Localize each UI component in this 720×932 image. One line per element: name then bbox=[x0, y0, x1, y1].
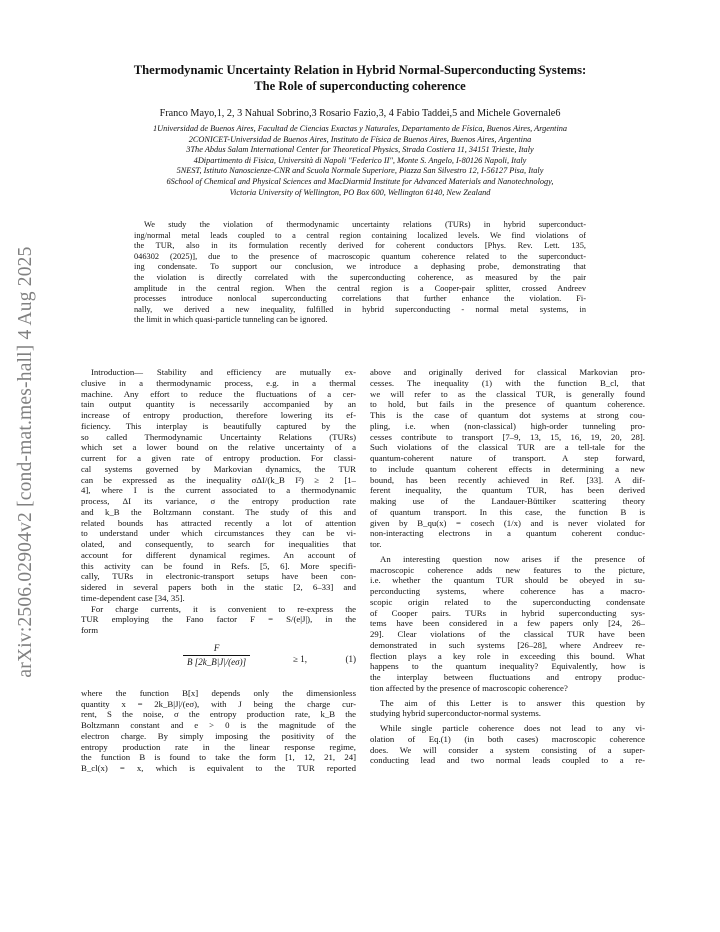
arxiv-identifier: arXiv:2506.02904v2 [cond-mat.mes-hall] 4 Aug 2025 bbox=[15, 246, 36, 678]
text-line: scopic origin related to the superconducting condensate bbox=[370, 596, 645, 607]
text-line: 29]. Clear violations of the classical TUR have been bbox=[370, 629, 645, 639]
equation-numerator: F bbox=[213, 642, 220, 653]
text-line: does. We will consider a system consisting of a super- bbox=[370, 744, 645, 755]
text-line: macroscopic coherence adds new features to the picture, bbox=[370, 564, 645, 575]
text-line: While single particle coherence does not lead to any vi- bbox=[380, 723, 645, 733]
text-line: account for different dynamical regimes. An account of bbox=[81, 549, 356, 560]
text-line: tor. bbox=[370, 539, 382, 549]
affiliation-line: Victoria University of Wellington, PO Box 600, Wellington 6140, New Zealand bbox=[229, 187, 491, 197]
fraction-bar bbox=[183, 655, 250, 656]
text-line: An interesting question now arises if the presence of bbox=[380, 553, 645, 564]
affiliation-line: 3The Abdus Salam International Center for Theoretical Physics, Strada Costiera 11, 34151 Trieste, Italy bbox=[186, 145, 534, 155]
text-line: flection plays a key role in exceeding this bound. What bbox=[370, 650, 645, 661]
equation-number: (1) bbox=[345, 653, 356, 664]
text-line: B_cl(x) = x, which is equivalent to the TUR reported bbox=[81, 763, 356, 773]
text-line: cesses. The inequality (1) with the function B_cl, that bbox=[370, 377, 645, 388]
text-line: ficiency. This interplay is beautifully captured by the bbox=[81, 420, 356, 431]
text-line: 046302 (2025)], due to the presence of macroscopic quantum coherence related to the superconduct- bbox=[134, 251, 586, 261]
left-column bbox=[81, 367, 356, 774]
text-line: electron charge. By simply imposing the positivity of the bbox=[81, 730, 356, 741]
text-line: ing/normal metal leads coupled to a central region containing localized levels. We find violations of bbox=[134, 230, 586, 240]
affiliation-line: 4Dipartimento di Fisica, Università di Napoli "Federico II", Monte S. Angelo, I-80126 Napoli, Italy bbox=[193, 155, 527, 165]
text-line: form bbox=[81, 625, 99, 635]
title-line-2: The Role of superconducting coherence bbox=[254, 78, 466, 93]
text-line: current for a given rate of entropy production. For classi- bbox=[81, 453, 356, 463]
text-line: the TUR, also in its formulation recently derived for coherent conductors [Phys. Rev. Lett. 135, bbox=[134, 241, 586, 251]
text-line: which set a lower bound on the relative uncertainty of a bbox=[81, 442, 356, 453]
text-line: the limit in which quasi-particle tunneling can be ignored. bbox=[134, 315, 328, 325]
paragraph-aim bbox=[370, 698, 645, 720]
paragraph-macroscopic-coherence bbox=[370, 554, 645, 694]
text-line: and k_B the Boltzmann constant. The study of this and bbox=[81, 506, 356, 517]
equation-1 bbox=[81, 639, 356, 685]
text-line: can be expressed as the inequality σΔI/(k_B I²) ≥ 2 [1– bbox=[81, 474, 356, 485]
text-line: cal systems governed by Markovian dynamics, the TUR bbox=[81, 463, 356, 474]
text-line: amplitude in the central region. When the central region is a Cooper-pair splitter, crossed Andreev bbox=[134, 283, 586, 293]
author-list: Franco Mayo,1, 2, 3 Nahual Sobrino,3 Rosario Fazio,3, 4 Fabio Taddei,5 and Michele Governale6 bbox=[159, 108, 561, 119]
right-column bbox=[370, 367, 645, 766]
text-line: tion affected by the presence of macroscopic coherence? bbox=[370, 682, 568, 693]
text-line: increase of entropy production, therefore lowering its ef- bbox=[81, 410, 356, 420]
text-line: Introduction— Stability and efficiency are mutually ex- bbox=[91, 367, 356, 377]
text-line: processes introduce nonlocal superconducting correlations that further enhance the violation. Fi- bbox=[134, 294, 586, 304]
text-line: tems have been considered in a few papers only [24, 26– bbox=[370, 618, 645, 629]
text-line: happens to the quantum inequality? Equivalently, how is bbox=[370, 661, 645, 672]
text-line: quantity x = 2k_B|J|/(eσ), with J being the charge cur- bbox=[81, 698, 356, 709]
paper-title bbox=[60, 63, 660, 94]
text-line: to understand under which circumstances they can be vi- bbox=[81, 528, 356, 539]
text-line: ing condensate. To support our conclusion, we introduce a dephasing probe, demonstrating that bbox=[134, 262, 586, 272]
text-line: perconducting systems, where coherence has a macro- bbox=[370, 586, 645, 596]
text-line: For charge currents, it is convenient to re-express the bbox=[91, 603, 356, 614]
text-line: above and originally derived for classical Markovian pro- bbox=[370, 367, 645, 377]
text-line: time-dependent case [34, 35]. bbox=[81, 592, 185, 603]
text-line: 4], where I is the current associated to a thermodynamic bbox=[81, 485, 356, 496]
text-line: so called Thermodynamic Uncertainty Relations (TURs) bbox=[81, 431, 356, 442]
affiliation-line: 5NEST, Istituto Nanoscienze-CNR and Scuola Normale Superiore, Piazza San Silvestro 12, I-56127 Pisa, Italy bbox=[176, 166, 544, 176]
text-line: given by B_qu(x) = cosech (1/x) and is never violated for bbox=[370, 517, 645, 528]
text-line: i.e. whether the quantum TUR should be obeyed in su- bbox=[370, 575, 645, 586]
text-line: non-interacting electrons in a quantum coherent conduc- bbox=[370, 528, 645, 539]
text-line: We study the violation of thermodynamic uncertainty relations (TURs) in hybrid superconduct- bbox=[144, 220, 586, 229]
text-line: to hold, but fails in the presence of quantum coherence. bbox=[370, 399, 645, 410]
arxiv-sidebar bbox=[6, 192, 46, 732]
text-line: where the function B[x] depends only the dimensionless bbox=[81, 687, 356, 698]
text-line: pling, i.e. when (non-classical) high-order tunneling pro- bbox=[370, 420, 645, 431]
title-line-1: Thermodynamic Uncertainty Relation in Hybrid Normal-Superconducting Systems: bbox=[133, 63, 587, 77]
text-line: sidered in several papers both in the static [2, 6–33] and bbox=[81, 582, 356, 592]
text-line: cally, TURs in electronic-transport setups have been con- bbox=[81, 571, 356, 582]
text-line: The aim of this Letter is to answer this question by bbox=[380, 697, 645, 708]
text-line: the interplay between fluctuations and entropy produc- bbox=[370, 672, 645, 682]
text-line: olation of Eq.(1) (in both cases) macroscopic coherence bbox=[370, 733, 645, 744]
affiliations bbox=[56, 124, 664, 198]
text-line: olated, and consequently, to search for inequalities that bbox=[81, 539, 356, 549]
affiliation-line: 6School of Chemical and Physical Sciences and MacDiarmid Institute for Advanced Materials and Nanotechnology, bbox=[166, 176, 554, 186]
equation-fraction bbox=[183, 643, 250, 668]
affiliation-line: 2CONICET-Universidad de Buenos Aires, Instituto de Física de Buenos Aires, Buenos Aires, Argentina bbox=[188, 134, 532, 144]
equation-denominator: B [2k_B|J|/(eσ)] bbox=[187, 656, 247, 667]
text-line: demonstrated in such systems [26–28], where Andreev re- bbox=[370, 639, 645, 650]
text-line: process, ΔI its variance, σ the entropy production rate bbox=[81, 496, 356, 506]
text-line: rent, S the noise, σ the entropy production rate, k_B the bbox=[81, 709, 356, 720]
text-line: this activity can be found in Refs. [5, 6]. More specifi- bbox=[81, 560, 356, 571]
text-line: Boltzmann constant and e > 0 is the magnitude of the bbox=[81, 720, 356, 730]
text-line: This is the case of quantum dot systems at strong cou- bbox=[370, 410, 645, 420]
paragraph-system bbox=[370, 723, 645, 766]
text-line: related bounds has attracted recently a lot of attention bbox=[81, 517, 356, 528]
text-line: the function B is found to take the form [1, 12, 21, 24] bbox=[81, 752, 356, 763]
text-line: tain output quantity is necessarily accompanied by an bbox=[81, 399, 356, 410]
text-line: the violation is directly correlated with the superconducting coherence, as measured by the pair bbox=[134, 272, 586, 282]
text-line: studying hybrid superconductor-normal systems. bbox=[370, 708, 541, 719]
equation-relation: ≥ 1, bbox=[293, 653, 307, 664]
affiliation-line: 1Universidad de Buenos Aires, Facultad de Ciencias Exactas y Naturales, Departamento de Física, Buenos Aires, Argentina bbox=[152, 124, 568, 133]
paragraph-classical-tur bbox=[370, 367, 645, 550]
text-line: ferent inequality, the quantum TUR, has been derived bbox=[370, 485, 645, 496]
text-line: making use of the Landauer-Büttiker scattering theory bbox=[370, 496, 645, 506]
paragraph-introduction bbox=[81, 367, 356, 604]
text-line: machine. Any effort to reduce the fluctuations of a cer- bbox=[81, 388, 356, 399]
text-line: nally, we derived a new inequality, fulfilled in hybrid superconducting - normal metal systems, in bbox=[134, 304, 586, 314]
text-line: conducting lead and two normal leads coupled to a re- bbox=[370, 755, 645, 766]
text-line: Such violations of the classical TUR are a tell-tale for the bbox=[370, 442, 645, 453]
text-line: entropy production rate in the linear response regime, bbox=[81, 741, 356, 752]
text-line: clusive in a thermodynamic process, e.g. in a thermal bbox=[81, 377, 356, 388]
paragraph-function-b bbox=[81, 688, 356, 774]
text-line: TUR employing the Fano factor F = S/(e|J|), in the bbox=[81, 614, 356, 625]
text-line: quantum-coherent nature of transport. A step forward, bbox=[370, 453, 645, 463]
text-line: bound, has been recently achieved in Ref. [33]. A dif- bbox=[370, 474, 645, 485]
abstract bbox=[134, 220, 586, 326]
text-line: of Cooper pairs. TURs in hybrid superconducting sys- bbox=[370, 607, 645, 618]
text-line: we will refer to as the classical TUR, is generally found bbox=[370, 388, 645, 399]
text-line: cesses contribute to transport [7–9, 13, 15, 16, 19, 20, 28]. bbox=[370, 431, 645, 442]
text-line: of quantum transport. In this case, the function B is bbox=[370, 506, 645, 517]
text-line: to include quantum coherent effects in determining a new bbox=[370, 463, 645, 474]
paragraph-fano-factor bbox=[81, 604, 356, 636]
